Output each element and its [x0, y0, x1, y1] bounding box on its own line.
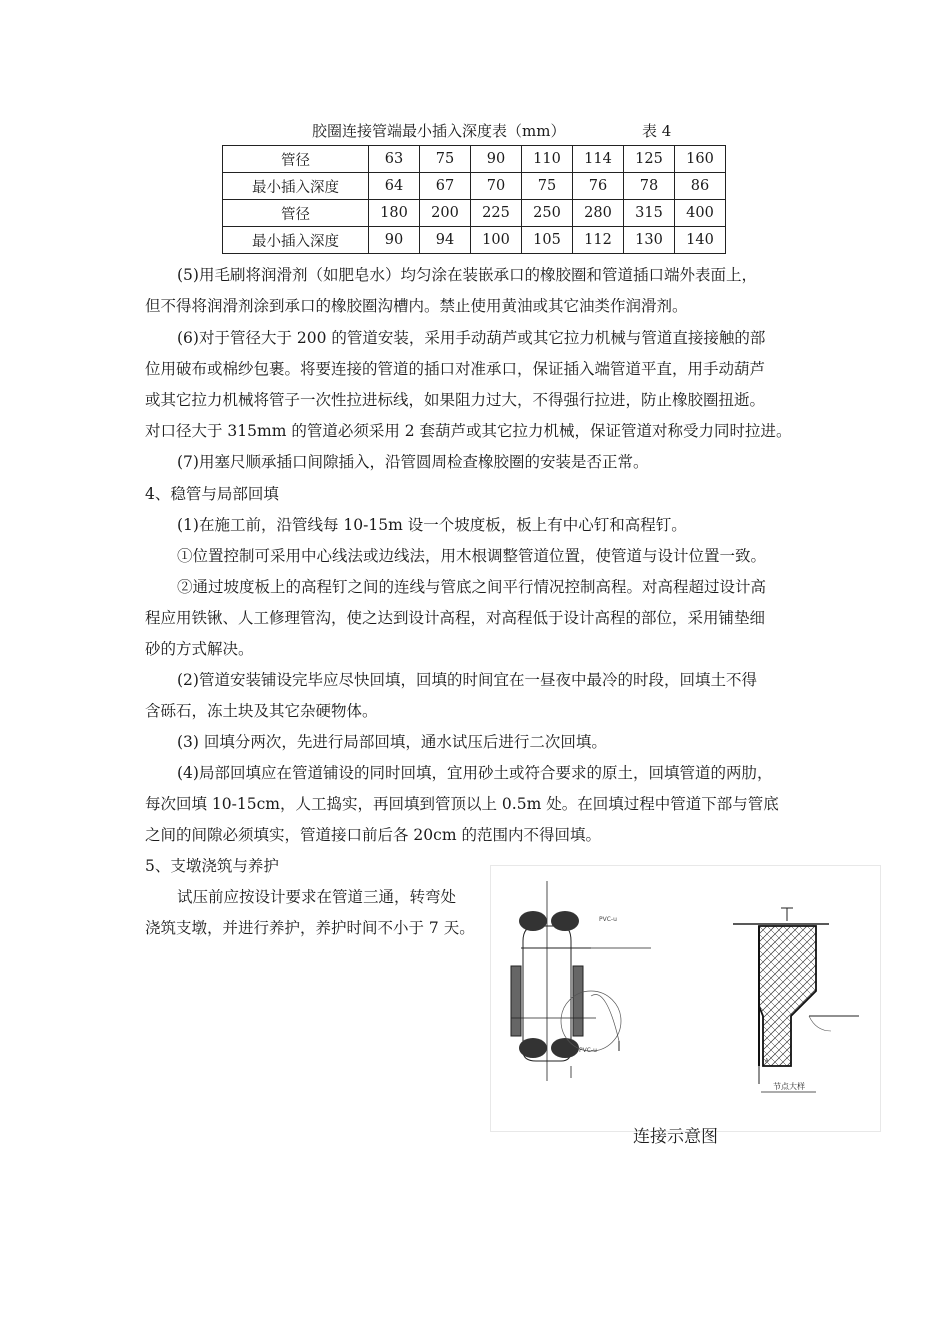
item-3: (3) 回填分两次，先进行局部回填，通水试压后进行二次回填。 — [177, 733, 607, 751]
table-row — [223, 227, 726, 254]
table-cell: 90 — [369, 227, 420, 254]
table-row — [223, 146, 726, 173]
node-detail-label: 节点大样 — [773, 1082, 805, 1091]
row-header-cell: 最小插入深度 — [223, 173, 369, 200]
table-cell: 315 — [624, 200, 675, 227]
item-circle-2 — [145, 572, 810, 665]
table-cell: 86 — [675, 173, 726, 200]
table-cell: 105 — [522, 227, 573, 254]
text-line: 砂的方式解决。 — [145, 640, 254, 658]
insertion-depth-table — [222, 145, 726, 254]
text-line: 之间的间隙必须填实，管道接口前后各 20cm 的范围内不得回填。 — [145, 826, 601, 844]
thrust-block-drawing — [733, 908, 859, 1092]
table-cell: 67 — [420, 173, 471, 200]
text-line: (6)对于管径大于 200 的管道安装，采用手动葫芦或其它拉力机械与管道直接接触的部 — [177, 329, 766, 347]
table-cell: 110 — [522, 146, 573, 173]
text-line: 每次回填 10-15cm，人工捣实，再回填到管顶以上 0.5m 处。在回填过程中管道下部与管底 — [145, 795, 779, 813]
item-1: (1)在施工前，沿管线每 10-15m 设一个坡度板，板上有中心钉和高程钉。 — [177, 516, 687, 534]
table-cell: 90 — [471, 146, 522, 173]
socket-joint-drawing — [511, 881, 651, 1081]
connection-figure — [490, 865, 881, 1132]
table-cell: 75 — [522, 173, 573, 200]
connection-diagram — [491, 866, 880, 1131]
section-heading-4: 4、稳管与局部回填 — [145, 485, 279, 503]
text-line: 但不得将润滑剂涂到承口的橡胶圈沟槽内。禁止使用黄油或其它油类作润滑剂。 — [145, 297, 688, 315]
text-line: 程应用铁锹、人工修理管沟，使之达到设计高程，对高程低于设计高程的部位，采用铺垫细 — [145, 609, 766, 627]
section-heading-5: 5、支墩浇筑与养护 — [145, 857, 279, 875]
table-cell: 75 — [420, 146, 471, 173]
table-cell: 225 — [471, 200, 522, 227]
table-number: 表 4 — [642, 122, 672, 140]
table-title: 胶圈连接管端最小插入深度表（mm） — [312, 122, 566, 140]
table-cell: 140 — [675, 227, 726, 254]
table-cell: 63 — [369, 146, 420, 173]
table-row — [223, 173, 726, 200]
paragraph-7: (7)用塞尺顺承插口间隙插入，沿管圆周检查橡胶圈的安装是否正常。 — [177, 453, 649, 471]
table-cell: 112 — [573, 227, 624, 254]
table-caption — [312, 120, 672, 141]
paragraph-5 — [145, 260, 810, 322]
table-cell: 64 — [369, 173, 420, 200]
text-line: 试压前应按设计要求在管道三通，转弯处 — [177, 888, 457, 906]
text-line: ②通过坡度板上的高程钉之间的连线与管底之间平行情况控制高程。对高程超过设计高 — [177, 578, 767, 596]
text-line: (5)用毛刷将润滑剂（如肥皂水）均匀涂在装嵌承口的橡胶圈和管道插口端外表面上， — [177, 266, 757, 284]
table-cell: 200 — [420, 200, 471, 227]
row-header-cell: 管径 — [223, 146, 369, 173]
paragraph-support — [145, 882, 485, 944]
row-header-cell: 最小插入深度 — [223, 227, 369, 254]
text-line: 位用破布或棉纱包裹。将要连接的管道的插口对准承口，保证插入端管道平直，用手动葫芦 — [145, 360, 766, 378]
table-cell: 78 — [624, 173, 675, 200]
figure-label-a: A — [765, 1058, 769, 1064]
pvc-label-bottom: PVC-u — [579, 1047, 597, 1054]
text-line: 对口径大于 315mm 的管道必须采用 2 套葫芦或其它拉力机械，保证管道对称受力同时拉进。 — [145, 422, 792, 440]
paragraph-6 — [145, 323, 810, 447]
table-cell: 125 — [624, 146, 675, 173]
table-row — [223, 200, 726, 227]
table-cell: 100 — [471, 227, 522, 254]
table-cell: 160 — [675, 146, 726, 173]
table-cell: 280 — [573, 200, 624, 227]
item-4 — [145, 758, 810, 851]
text-line: 或其它拉力机械将管子一次性拉进标线，如果阻力过大，不得强行拉进，防止橡胶圈扭逝。 — [145, 391, 766, 409]
table-cell: 130 — [624, 227, 675, 254]
text-line: (2)管道安装铺设完毕应尽快回填，回填的时间宜在一昼夜中最冷的时段，回填土不得 — [177, 671, 757, 689]
text-line: 浇筑支墩，并进行养护，养护时间不小于 7 天。 — [145, 919, 475, 937]
item-circle-1: ①位置控制可采用中心线法或边线法，用木根调整管道位置，使管道与设计位置一致。 — [177, 547, 767, 565]
table-cell: 114 — [573, 146, 624, 173]
table-cell: 180 — [369, 200, 420, 227]
text-line: (4)局部回填应在管道铺设的同时回填，宜用砂土或符合要求的原土，回填管道的两肋， — [177, 764, 773, 782]
table-cell: 400 — [675, 200, 726, 227]
item-2 — [145, 665, 810, 727]
pvc-label-top: PVC-u — [599, 916, 617, 923]
table-cell: 70 — [471, 173, 522, 200]
figure-caption: 连接示意图 — [633, 1127, 718, 1147]
table-cell: 250 — [522, 200, 573, 227]
table-cell: 94 — [420, 227, 471, 254]
row-header-cell: 管径 — [223, 200, 369, 227]
table-cell: 76 — [573, 173, 624, 200]
text-line: 含砾石，冻土块及其它杂硬物体。 — [145, 702, 378, 720]
